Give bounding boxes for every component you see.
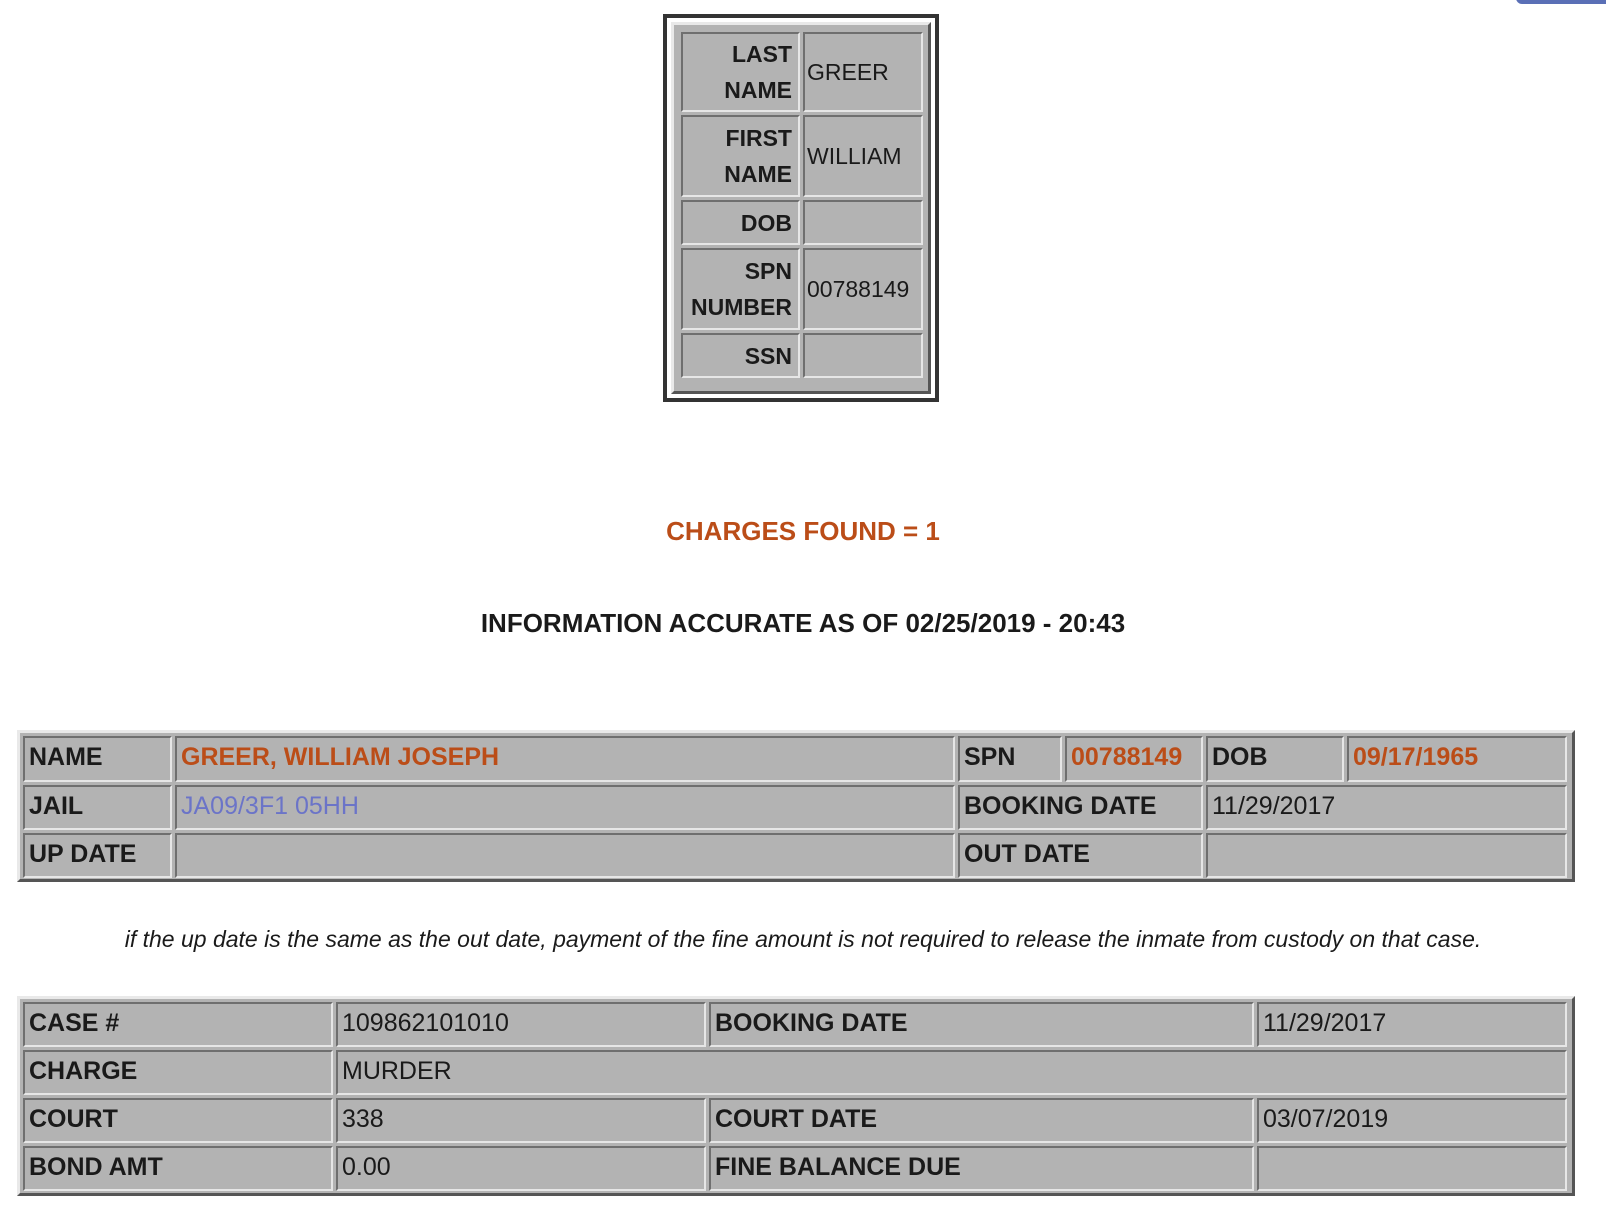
lookup-box [663,14,939,402]
case-booking-date-value: 11/29/2017 [1257,1002,1567,1047]
spn-label: SPN [958,736,1062,782]
lookup-frame [671,22,931,394]
booking-date-label: BOOKING DATE [958,785,1203,830]
name-label: NAME [23,736,172,782]
corner-tab [1516,0,1606,4]
court-date-label: COURT DATE [709,1098,1254,1143]
last-name-value: GREER [803,32,923,112]
fine-balance-label: FINE BALANCE DUE [709,1146,1254,1191]
charges-found: CHARGES FOUND = 1 [666,516,940,546]
charge-value: MURDER [336,1050,1567,1095]
court-date-value: 03/07/2019 [1257,1098,1567,1143]
lookup-row-spn [681,248,923,330]
case-number-value: 109862101010 [336,1002,706,1047]
lookup-row-dob [681,200,923,245]
first-name-value: WILLIAM [803,115,923,197]
ssn-label: SSN [681,333,800,378]
booking-date-value: 11/29/2017 [1206,785,1567,830]
inmate-spn: 00788149 [1065,736,1203,782]
court-value: 338 [336,1098,706,1143]
bond-amount-value: 0.00 [336,1146,706,1191]
court-label: COURT [23,1098,333,1143]
out-date-label: OUT DATE [958,833,1203,878]
dob-label: DOB [1206,736,1344,782]
case-table [17,996,1575,1196]
case-number-label: CASE # [23,1002,333,1047]
inmate-table [17,730,1575,882]
inmate-name: GREER, WILLIAM JOSEPH [175,736,955,782]
dob-label: DOB [681,200,800,245]
info-accurate: INFORMATION ACCURATE AS OF 02/25/2019 - 20:43 [480,608,1126,638]
charge-label: CHARGE [23,1050,333,1095]
spn-label-2: NUMBER [691,294,792,320]
last-name-label-2: NAME [724,77,792,103]
up-date-value [175,833,955,878]
ssn-value [803,333,923,378]
jail-location-link[interactable]: JA09/3F1 05HH [175,785,955,830]
lookup-row-first-name [681,115,923,197]
inmate-dob: 09/17/1965 [1347,736,1567,782]
dob-value [803,200,923,245]
first-name-label-1: FIRST [725,125,792,151]
jail-label: JAIL [23,785,172,830]
lookup-row-last-name [681,32,923,112]
first-name-label-2: NAME [724,161,792,187]
bond-amount-label: BOND AMT [23,1146,333,1191]
case-booking-date-label: BOOKING DATE [709,1002,1254,1047]
release-note: if the up date is the same as the out date, payment of the fine amount is not required to release the inmate from custody on that case. [124,926,1482,952]
spn-label-1: SPN [744,258,792,284]
up-date-label: UP DATE [23,833,172,878]
last-name-label-1: LAST [731,41,792,67]
fine-balance-value [1257,1146,1567,1191]
out-date-value [1206,833,1567,878]
lookup-row-ssn [681,333,923,378]
spn-value: 00788149 [803,248,923,330]
